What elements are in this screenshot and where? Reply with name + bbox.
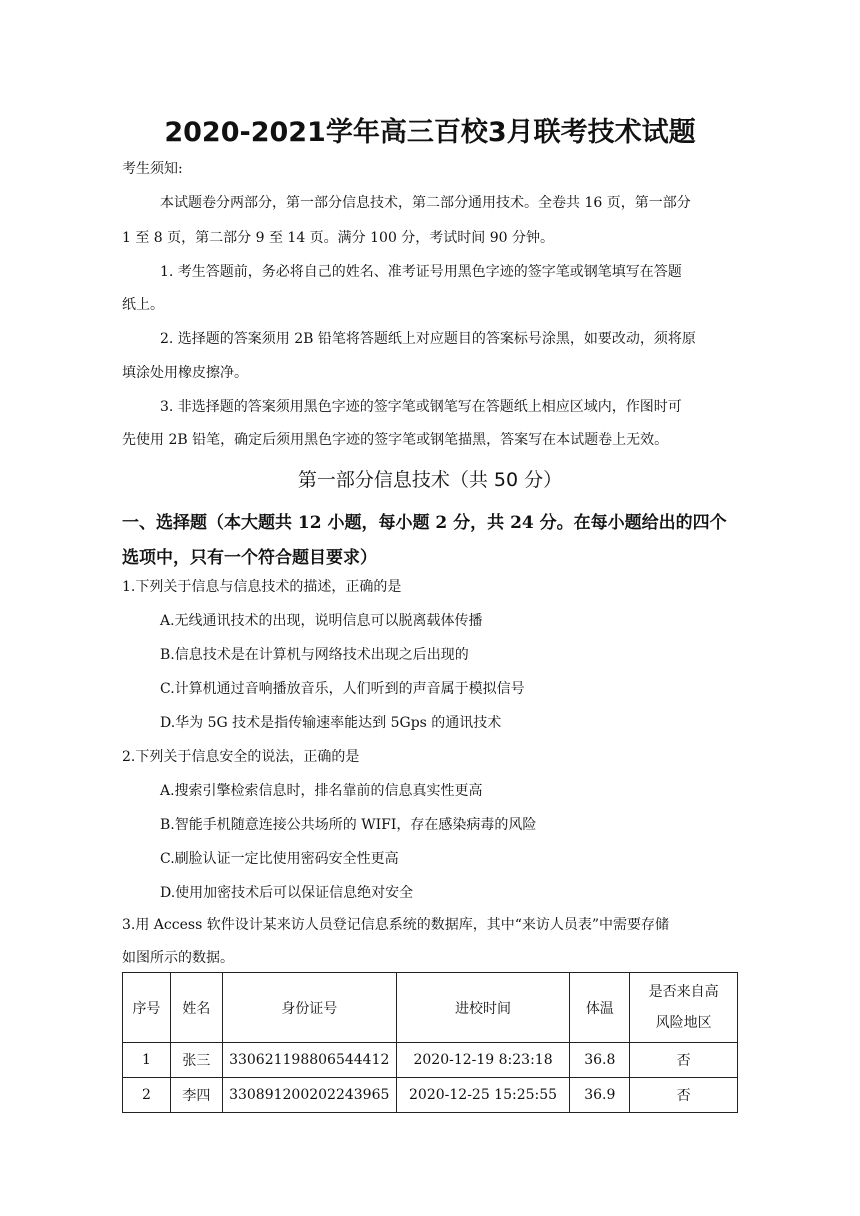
table-header-cell-risk — [630, 973, 738, 1043]
part1-title: 第一部分信息技术（共 50 分） — [297, 469, 563, 491]
notice-item2-line2: 填涂处用橡皮擦净。 — [122, 365, 248, 381]
table-header-cell: 进校时间 — [396, 973, 570, 1043]
table-cell: 2020-12-19 8:23:18 — [396, 1043, 570, 1078]
table-cell: 2 — [123, 1078, 171, 1113]
notice-heading: 考生须知: — [122, 161, 183, 177]
notice-item1-line2: 纸上。 — [122, 297, 164, 313]
notice-para1-line1: 本试题卷分两部分，第一部分信息技术，第二部分通用技术。全卷共 16 页，第一部分 — [160, 195, 691, 211]
table-cell: 张三 — [170, 1043, 222, 1078]
table-header-cell: 姓名 — [170, 973, 222, 1043]
table-header-cell: 序号 — [123, 973, 171, 1043]
question-2-option-b: B.智能手机随意连接公共场所的 WIFI，存在感染病毒的风险 — [160, 817, 537, 833]
table-cell: 330891200202243965 — [222, 1078, 396, 1113]
notice-item3-line1: 3. 非选择题的答案须用黑色字迹的签字笔或钢笔写在答题纸上相应区域内，作图时可 — [160, 399, 682, 415]
question-3-stem-line2: 如图所示的数据。 — [122, 950, 234, 966]
risk-header-line2: 风险地区 — [655, 1014, 712, 1031]
table-cell: 36.9 — [570, 1078, 630, 1113]
notice-item2-line1: 2. 选择题的答案须用 2B 铅笔将答题纸上对应题目的答案标号涂黑，如要改动，须将原 — [160, 331, 696, 347]
question-2-option-c: C.刷脸认证一定比使用密码安全性更高 — [160, 851, 399, 867]
table-row — [123, 1078, 738, 1113]
question-1-option-d: D.华为 5G 技术是指传输速率能达到 5Gps 的通讯技术 — [160, 715, 502, 731]
section1-heading-line2: 选项中，只有一个符合题目要求） — [122, 548, 377, 568]
question-1-option-c: C.计算机通过音响播放音乐，人们听到的声音属于模拟信号 — [160, 681, 525, 697]
question-1-stem: 1.下列关于信息与信息技术的描述，正确的是 — [122, 579, 402, 595]
question-1-option-a: A.无线通讯技术的出现，说明信息可以脱离载体传播 — [160, 613, 483, 629]
table-cell: 否 — [630, 1078, 738, 1113]
question-2-option-a: A.搜索引擎检索信息时，排名靠前的信息真实性更高 — [160, 783, 483, 799]
table-cell: 1 — [123, 1043, 171, 1078]
table-header-cell: 身份证号 — [222, 973, 396, 1043]
table-cell: 否 — [630, 1043, 738, 1078]
question-3-stem-line1: 3.用 Access 软件设计某来访人员登记信息系统的数据库，其中“来访人员表”中需要存储 — [122, 917, 670, 933]
table-cell: 330621198806544412 — [222, 1043, 396, 1078]
section1-heading-line1: 一、选择题（本大题共 12 小题，每小题 2 分，共 24 分。在每小题给出的四个 — [122, 513, 727, 533]
question-1-option-b: B.信息技术是在计算机与网络技术出现之后出现的 — [160, 647, 469, 663]
notice-item1-line1: 1. 考生答题前，务必将自己的姓名、准考证号用黑色字迹的签字笔或钢笔填写在答题 — [160, 264, 682, 280]
table-cell: 2020-12-25 15:25:55 — [396, 1078, 570, 1113]
risk-header-line1: 是否来自高 — [648, 983, 719, 1000]
page-title: 2020-2021学年高三百校3月联考技术试题 — [164, 117, 696, 148]
notice-item3-line2: 先使用 2B 铅笔，确定后须用黑色字迹的签字笔或钢笔描黑，答案写在本试题卷上无效。 — [122, 432, 669, 448]
notice-para1-line2: 1 至 8 页，第二部分 9 至 14 页。满分 100 分，考试时间 90 分钟。 — [122, 230, 555, 246]
visitor-table — [122, 972, 738, 1113]
question-2-option-d: D.使用加密技术后可以保证信息绝对安全 — [160, 885, 414, 901]
table-cell: 36.8 — [570, 1043, 630, 1078]
table-header-cell: 体温 — [570, 973, 630, 1043]
table-cell: 李四 — [170, 1078, 222, 1113]
question-2-stem: 2.下列关于信息安全的说法，正确的是 — [122, 749, 360, 765]
table-row — [123, 1043, 738, 1078]
table-header-row — [123, 973, 738, 1043]
